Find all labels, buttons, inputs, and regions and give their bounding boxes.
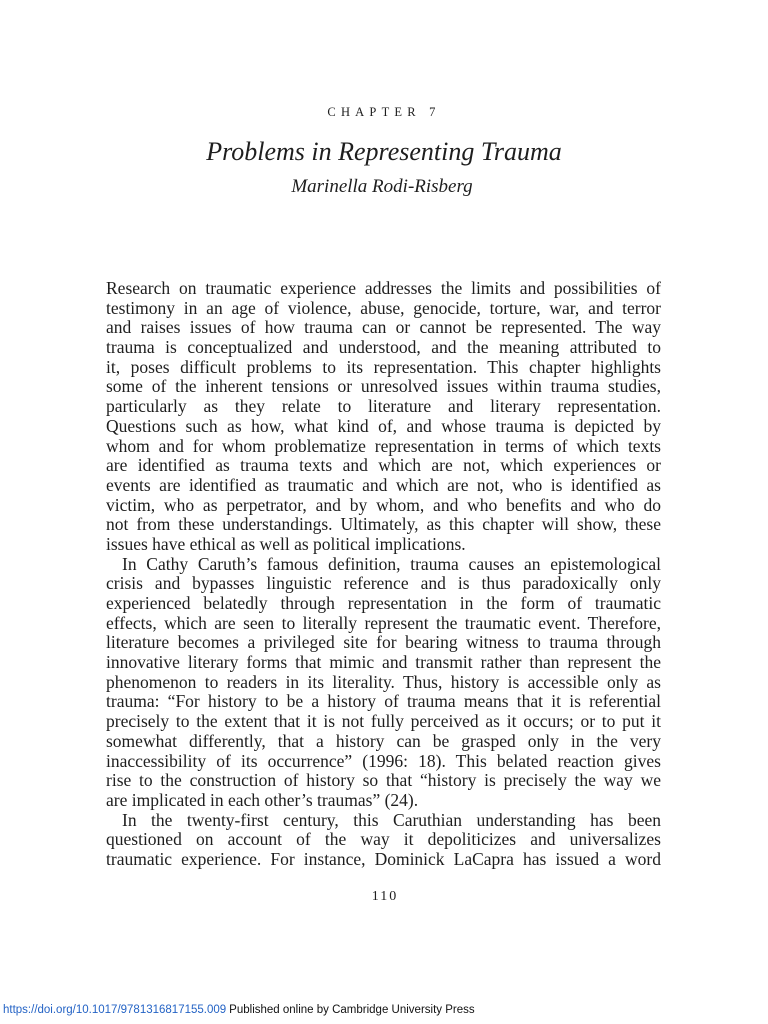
paragraph xyxy=(106,811,661,870)
body-line: testimony in an age of violence, abuse, genocide, torture, war, and terror xyxy=(106,297,661,318)
body-line: crisis and bypasses linguistic reference and is thus paradoxically only xyxy=(106,573,661,594)
page-number: 110 xyxy=(371,889,399,904)
body-line: Research on traumatic experience addresses the limits and possibilities of xyxy=(106,278,661,298)
paragraph xyxy=(106,555,661,811)
chapter-label: CHAPTER 7 xyxy=(327,105,441,119)
chapter-author: Marinella Rodi-Risberg xyxy=(291,176,473,197)
body-line: are implicated in each other’s traumas” (24). xyxy=(106,789,419,810)
body-line: traumatic experience. For instance, Dominick LaCapra has issued a word xyxy=(106,848,661,869)
body-line: not from these understandings. Ultimately, as this chapter will show, these xyxy=(106,514,661,535)
body-line: are identified as trauma texts and which are not, which experiences or xyxy=(106,455,661,476)
body-line: whom and for whom problematize representation in terms of which texts xyxy=(106,435,661,456)
body-line: phenomenon to readers in its literality. Thus, history is accessible only as xyxy=(106,671,661,692)
publisher-note: Published online by Cambridge University Press xyxy=(229,1004,475,1016)
body-line: precisely to the extent that it is not fully perceived as it occurs; or to put it xyxy=(106,711,661,732)
body-line: questioned on account of the way it depoliticizes and universalizes xyxy=(106,829,661,850)
chapter-title: Problems in Representing Trauma xyxy=(206,137,562,166)
body-line: effects, which are seen to literally represent the traumatic event. Therefore, xyxy=(106,612,661,633)
doi-link[interactable]: https://doi.org/10.1017/9781316817155.009 xyxy=(3,1004,227,1016)
body-line: In Cathy Caruth’s famous definition, trauma causes an epistemological xyxy=(122,553,661,574)
body-line: and raises issues of how trauma can or cannot be represented. The way xyxy=(106,317,661,338)
body-line: issues have ethical as well as political implications. xyxy=(106,533,466,554)
body-line: experienced belatedly through representation in the form of traumatic xyxy=(106,593,661,613)
paragraph xyxy=(106,279,661,555)
body-line: inaccessibility of its occurrence” (1996: 18). This belated reaction gives xyxy=(106,750,661,771)
footer xyxy=(3,1003,475,1017)
body-line: Questions such as how, what kind of, and whose trauma is depicted by xyxy=(106,415,661,436)
body-text xyxy=(106,279,661,870)
body-line: somewhat differently, that a history can be grasped only in the very xyxy=(106,730,661,751)
body-line: victim, who as perpetrator, and by whom, and who benefits and who do xyxy=(106,494,661,515)
body-line: rise to the construction of history so that “history is precisely the way we xyxy=(106,770,661,791)
body-line: literature becomes a privileged site for bearing witness to trauma through xyxy=(106,632,661,653)
body-line: trauma: “For history to be a history of trauma means that it is referential xyxy=(106,691,661,712)
body-line: innovative literary forms that mimic and transmit rather than represent the xyxy=(106,652,661,673)
body-line: In the twenty-first century, this Caruthian understanding has been xyxy=(122,809,661,830)
body-line: particularly as they relate to literature and literary representation. xyxy=(106,396,661,417)
body-line: it, poses difficult problems to its representation. This chapter highlights xyxy=(106,356,661,377)
body-line: trauma is conceptualized and understood, and the meaning attributed to xyxy=(106,337,661,358)
body-line: some of the inherent tensions or unresolved issues within trauma studies, xyxy=(106,376,661,397)
body-line: events are identified as traumatic and which are not, who is identified as xyxy=(106,474,661,495)
